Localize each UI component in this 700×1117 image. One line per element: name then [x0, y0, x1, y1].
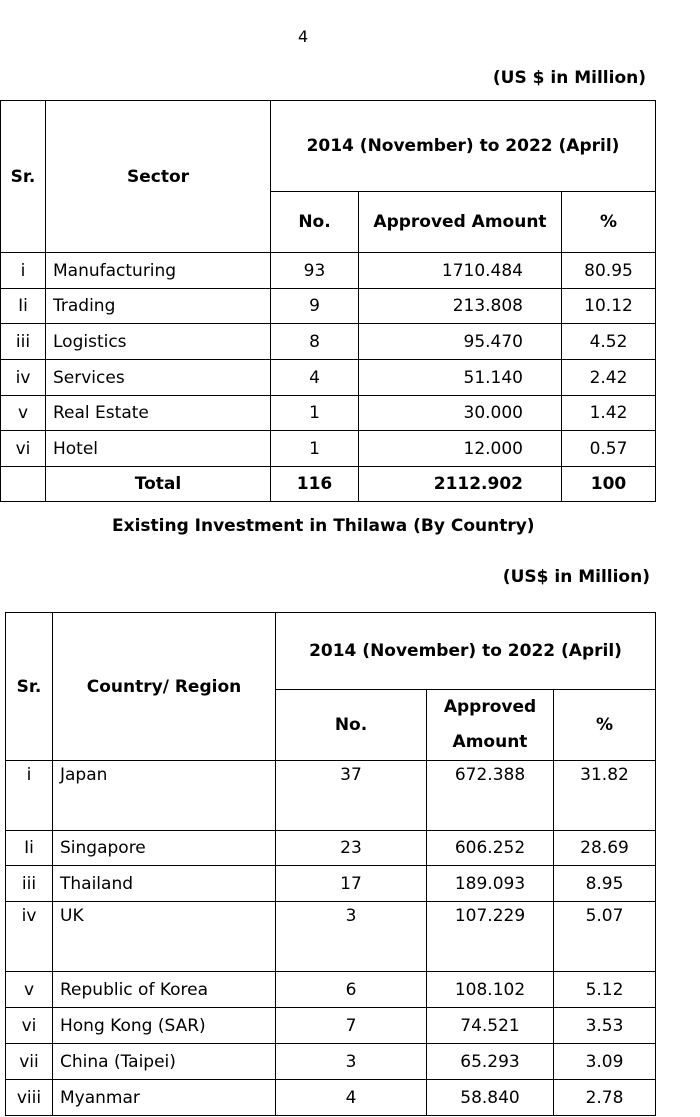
table-row [1, 396, 656, 431]
row-amount: 95.470 [359, 324, 562, 360]
table-row [1, 431, 656, 467]
row-amount: 1710.484 [359, 253, 562, 289]
header-amount: Approved Amount [359, 192, 562, 253]
row-pct: 80.95 [562, 253, 656, 289]
header-sr: Sr. [6, 613, 53, 761]
page-number: 4 [298, 27, 309, 46]
row-sr: vi [6, 1008, 53, 1044]
header-period: 2014 (November) to 2022 (April) [271, 101, 656, 192]
row-sector: Logistics [46, 324, 271, 360]
row-sr: iii [6, 866, 53, 902]
header-no: No. [271, 192, 359, 253]
row-sr: iii [1, 324, 46, 360]
row-amount: 12.000 [359, 431, 562, 467]
total-no: 116 [271, 467, 359, 502]
row-sector: Real Estate [46, 396, 271, 431]
row-sr: Ii [6, 831, 53, 866]
row-no: 6 [276, 972, 427, 1008]
row-country: Thailand [53, 866, 276, 902]
header-country: Country/ Region [53, 613, 276, 761]
row-sr: v [1, 396, 46, 431]
row-sr: viii [6, 1080, 53, 1116]
table-row [6, 866, 656, 902]
total-pct: 100 [562, 467, 656, 502]
row-country: Hong Kong (SAR) [53, 1008, 276, 1044]
row-amount: 74.521 [427, 1008, 554, 1044]
row-country: Japan [53, 761, 276, 831]
row-amount: 51.140 [359, 360, 562, 396]
header-pct: % [562, 192, 656, 253]
header-amount-line2: Amount [452, 732, 528, 752]
row-no: 17 [276, 866, 427, 902]
header-amount [427, 690, 554, 761]
row-sector: Manufacturing [46, 253, 271, 289]
country-section-title: Existing Investment in Thilawa (By Country) [112, 516, 535, 536]
table-row [6, 1008, 656, 1044]
total-sr-empty [1, 467, 46, 502]
row-no: 3 [276, 1044, 427, 1080]
header-no: No. [276, 690, 427, 761]
row-sr: vii [6, 1044, 53, 1080]
row-pct: 2.42 [562, 360, 656, 396]
row-sr: i [6, 761, 53, 831]
row-country: Myanmar [53, 1080, 276, 1116]
row-pct: 28.69 [554, 831, 656, 866]
row-sr: vi [1, 431, 46, 467]
row-amount: 65.293 [427, 1044, 554, 1080]
table-row [6, 1044, 656, 1080]
row-pct: 31.82 [554, 761, 656, 831]
row-country: Republic of Korea [53, 972, 276, 1008]
row-sr: i [1, 253, 46, 289]
table-row [6, 831, 656, 866]
row-no: 4 [271, 360, 359, 396]
table-row [6, 902, 656, 972]
row-pct: 3.09 [554, 1044, 656, 1080]
row-no: 1 [271, 431, 359, 467]
country-table [5, 612, 656, 1116]
total-row [1, 467, 656, 502]
table-row [6, 1080, 656, 1116]
row-pct: 4.52 [562, 324, 656, 360]
row-country: China (Taipei) [53, 1044, 276, 1080]
row-amount: 606.252 [427, 831, 554, 866]
row-no: 23 [276, 831, 427, 866]
row-pct: 0.57 [562, 431, 656, 467]
row-sector: Hotel [46, 431, 271, 467]
row-amount: 672.388 [427, 761, 554, 831]
header-amount-line1: Approved [443, 697, 537, 717]
row-pct: 3.53 [554, 1008, 656, 1044]
sector-table [0, 100, 656, 502]
country-unit-label: (US$ in Million) [502, 567, 650, 587]
row-amount: 189.093 [427, 866, 554, 902]
row-amount: 108.102 [427, 972, 554, 1008]
row-no: 93 [271, 253, 359, 289]
row-pct: 5.12 [554, 972, 656, 1008]
table-row [1, 289, 656, 324]
table-row [1, 324, 656, 360]
header-sr: Sr. [1, 101, 46, 253]
total-label: Total [46, 467, 271, 502]
table-row [1, 253, 656, 289]
row-amount: 213.808 [359, 289, 562, 324]
row-country: UK [53, 902, 276, 972]
table-row [1, 360, 656, 396]
row-pct: 10.12 [562, 289, 656, 324]
row-pct: 5.07 [554, 902, 656, 972]
row-country: Singapore [53, 831, 276, 866]
row-amount: 30.000 [359, 396, 562, 431]
total-amount: 2112.902 [359, 467, 562, 502]
row-sr: v [6, 972, 53, 1008]
row-sr: iv [1, 360, 46, 396]
row-no: 4 [276, 1080, 427, 1116]
sector-unit-label: (US $ in Million) [492, 68, 646, 88]
header-period: 2014 (November) to 2022 (April) [276, 613, 656, 690]
row-amount: 107.229 [427, 902, 554, 972]
header-pct: % [554, 690, 656, 761]
row-sr: Ii [1, 289, 46, 324]
table-row [6, 972, 656, 1008]
row-sector: Services [46, 360, 271, 396]
row-no: 3 [276, 902, 427, 972]
row-no: 7 [276, 1008, 427, 1044]
row-pct: 1.42 [562, 396, 656, 431]
row-no: 37 [276, 761, 427, 831]
row-sr: iv [6, 902, 53, 972]
row-no: 8 [271, 324, 359, 360]
row-pct: 2.78 [554, 1080, 656, 1116]
row-no: 9 [271, 289, 359, 324]
row-no: 1 [271, 396, 359, 431]
row-sector: Trading [46, 289, 271, 324]
row-pct: 8.95 [554, 866, 656, 902]
header-sector: Sector [46, 101, 271, 253]
table-row [6, 761, 656, 831]
row-amount: 58.840 [427, 1080, 554, 1116]
